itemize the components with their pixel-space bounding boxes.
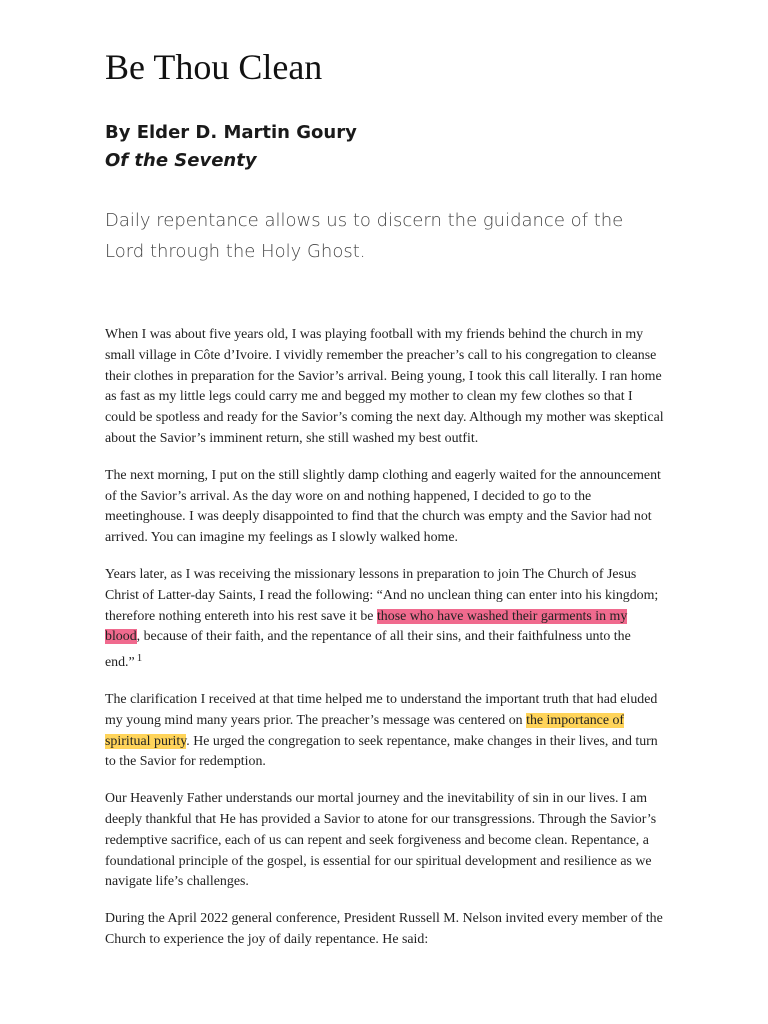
paragraph-3-text-before: Years later, as I was receiving the missionary lessons in preparation to join The Church of Jesus Christ of Latter-day Saints, I read the following: “And no unclean thing can enter into his kingdom; therefore nothing entereth into his rest save it be [105, 566, 659, 624]
paragraph-6: During the April 2022 general conference, President Russell M. Nelson invited every member of the Church to experience the joy of daily repentance. He said: [105, 911, 663, 947]
paragraph-1: When I was about five years old, I was playing football with my friends behind the church in my small village in Côte d’Ivoire. I vividly remember the preacher’s call to his congregation to cleanse their clothes in preparation for the Savior’s arrival. Being young, I took this call literally. I ran home as fast as my little legs could carry me and begged my mother to clean my few clothes so that I could be spotless and ready for the Savior’s coming the next day. Although my mother was skeptical about the Savior’s imminent return, she still washed my best outfit. [105, 327, 664, 446]
paragraph-3-text-after: , because of their faith, and the repentance of all their sins, and their faithfulness unto the end.” [105, 629, 631, 671]
paragraph-4 [105, 690, 665, 773]
highlighted-phrase-yellow[interactable]: the importance of spiritual purity [105, 712, 625, 749]
author-name[interactable]: By Elder D. Martin Goury [105, 122, 357, 143]
paragraph-3 [105, 565, 665, 674]
article-intro: Daily repentance allows us to discern the guidance of the Lord through the Holy Ghost. [105, 210, 624, 262]
paragraph-2: The next morning, I put on the still slightly damp clothing and eagerly waited for the announcement of the Savior’s arrival. As the day wore on and nothing happened, I decided to go to the meetinghouse. I was deeply disappointed to find that the church was empty and the Savior had not arrived. You can imagine my feelings as I slowly walked home. [105, 467, 661, 546]
article-body [105, 325, 665, 967]
highlighted-quote-pink[interactable]: those who have washed their garments in my blood [105, 608, 628, 645]
paragraph-5: Our Heavenly Father understands our mortal journey and the inevitability of sin in our lives. I am deeply thankful that He has provided a Savior to atone for our transgressions. Through the Savior’s redemptive sacrifice, each of us can repent and seek forgiveness and become clean. Repentance, a foundational principle of the gospel, is essential for our spiritual development and resilience as we navigate life’s challenges. [105, 791, 657, 890]
paragraph-4-text-after: . He urged the congregation to seek repentance, make changes in their lives, and turn to the Savior for redemption. [105, 733, 658, 770]
author-role: Of the Seventy [105, 150, 257, 171]
article-title: Be Thou Clean [105, 47, 323, 87]
paragraph-4-text-before: The clarification I received at that time helped me to understand the important truth that had eluded my young mind many years prior. The preacher’s message was centered on [105, 691, 658, 728]
footnote-link[interactable]: 1 [136, 652, 143, 665]
